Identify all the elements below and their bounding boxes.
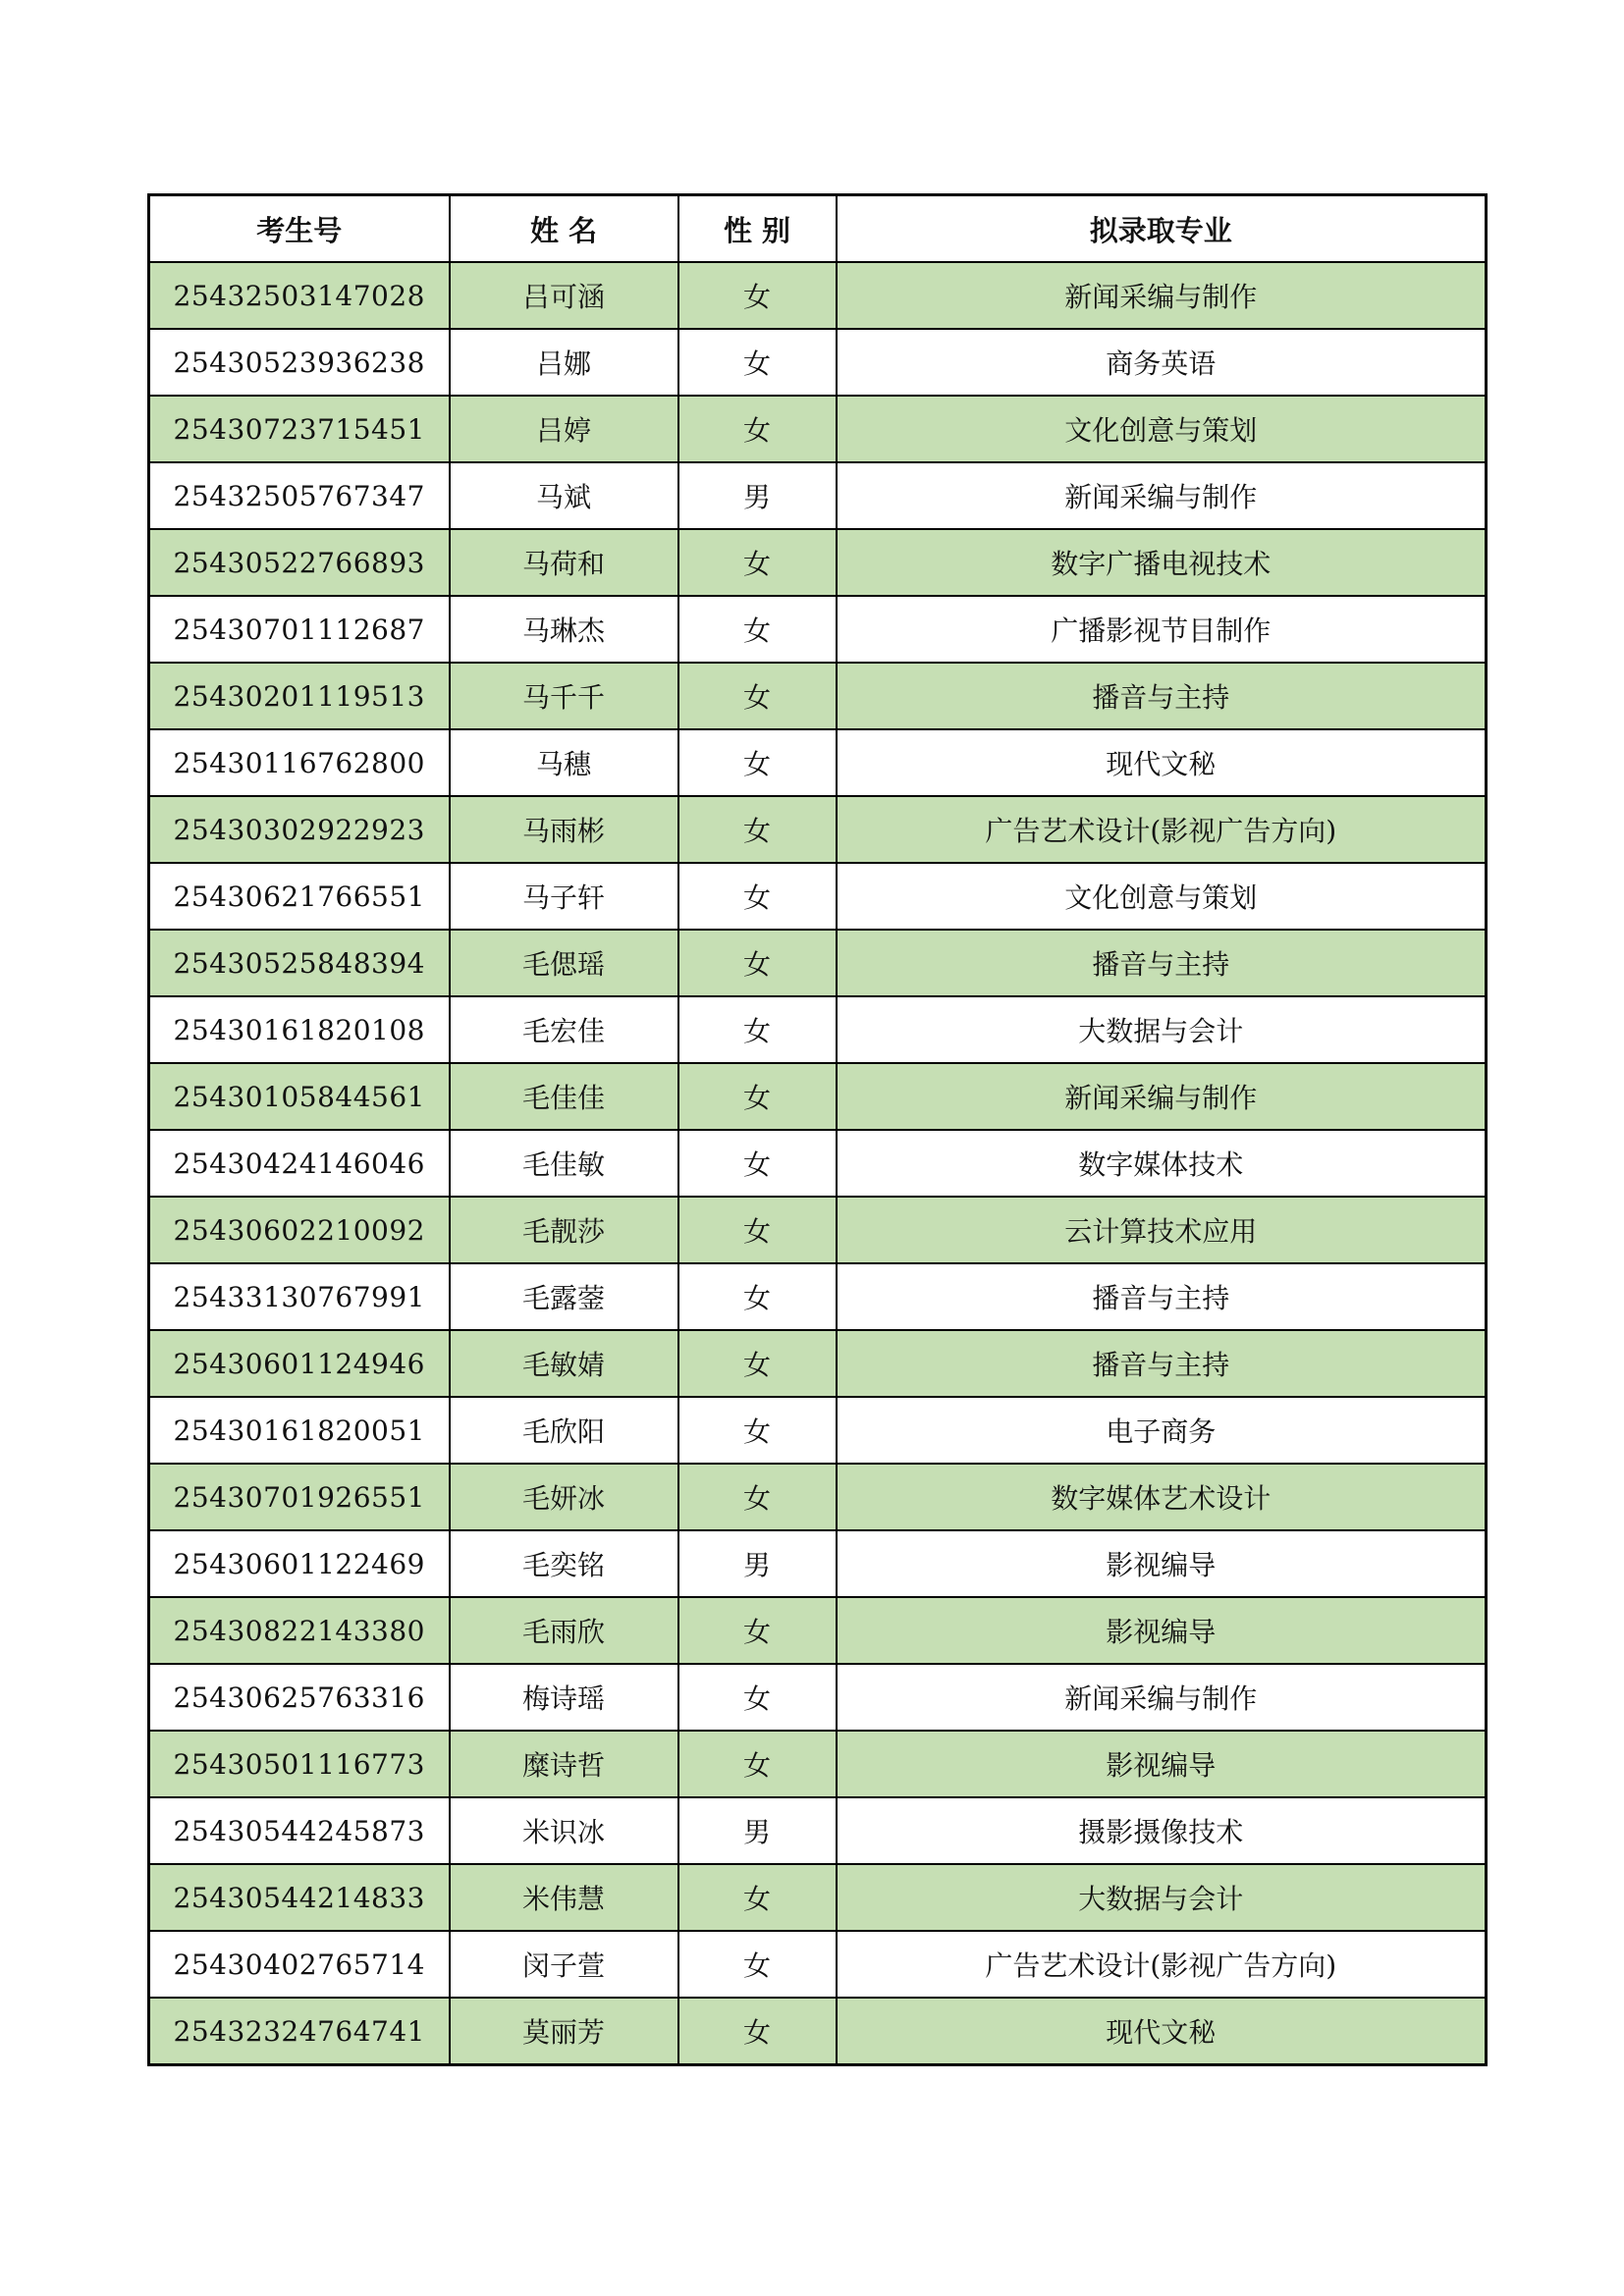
name-cell: 吕娜 (450, 329, 678, 396)
table-row (149, 1864, 1487, 1931)
gender-cell: 女 (678, 796, 837, 863)
major-cell: 播音与主持 (837, 1330, 1487, 1397)
name-cell: 吕婷 (450, 396, 678, 462)
candidate-id-cell: 25430424146046 (149, 1130, 450, 1197)
candidate-id-cell: 25430402765714 (149, 1931, 450, 1998)
candidate-id-cell: 25430621766551 (149, 863, 450, 930)
candidate-id-cell: 25430701926551 (149, 1464, 450, 1530)
major-cell: 广告艺术设计(影视广告方向) (837, 796, 1487, 863)
candidate-id-cell: 25430822143380 (149, 1597, 450, 1664)
gender-cell: 女 (678, 1864, 837, 1931)
major-cell: 新闻采编与制作 (837, 262, 1487, 329)
table-body (149, 262, 1487, 2065)
gender-cell: 女 (678, 996, 837, 1063)
major-cell: 现代文秘 (837, 729, 1487, 796)
header-gender: 性 别 (678, 195, 837, 263)
table-row (149, 329, 1487, 396)
gender-cell: 男 (678, 1797, 837, 1864)
table-row (149, 1397, 1487, 1464)
candidate-id-cell: 25430501116773 (149, 1731, 450, 1797)
gender-cell: 女 (678, 1931, 837, 1998)
table-row (149, 1797, 1487, 1864)
major-cell: 摄影摄像技术 (837, 1797, 1487, 1864)
major-cell: 文化创意与策划 (837, 863, 1487, 930)
name-cell: 毛露蓥 (450, 1263, 678, 1330)
table-row (149, 1931, 1487, 1998)
table-row (149, 996, 1487, 1063)
candidate-id-cell: 25430625763316 (149, 1664, 450, 1731)
table-row (149, 1197, 1487, 1263)
name-cell: 马雨彬 (450, 796, 678, 863)
gender-cell: 男 (678, 1530, 837, 1597)
gender-cell: 女 (678, 930, 837, 996)
candidate-id-cell: 25433130767991 (149, 1263, 450, 1330)
table-row (149, 462, 1487, 529)
gender-cell: 女 (678, 1063, 837, 1130)
major-cell: 影视编导 (837, 1530, 1487, 1597)
name-cell: 毛佳敏 (450, 1130, 678, 1197)
header-candidate-id: 考生号 (149, 195, 450, 263)
gender-cell: 女 (678, 529, 837, 596)
name-cell: 马斌 (450, 462, 678, 529)
candidate-id-cell: 25432324764741 (149, 1998, 450, 2065)
name-cell: 莫丽芳 (450, 1998, 678, 2065)
major-cell: 新闻采编与制作 (837, 1063, 1487, 1130)
gender-cell: 女 (678, 1664, 837, 1731)
major-cell: 大数据与会计 (837, 996, 1487, 1063)
name-cell: 毛宏佳 (450, 996, 678, 1063)
gender-cell: 女 (678, 396, 837, 462)
gender-cell: 女 (678, 1464, 837, 1530)
name-cell: 闵子萱 (450, 1931, 678, 1998)
gender-cell: 女 (678, 1197, 837, 1263)
name-cell: 马穗 (450, 729, 678, 796)
candidate-id-cell: 25430105844561 (149, 1063, 450, 1130)
major-cell: 大数据与会计 (837, 1864, 1487, 1931)
major-cell: 播音与主持 (837, 930, 1487, 996)
candidate-id-cell: 25430201119513 (149, 663, 450, 729)
table-row (149, 1063, 1487, 1130)
major-cell: 文化创意与策划 (837, 396, 1487, 462)
candidate-id-cell: 25430544214833 (149, 1864, 450, 1931)
table-row (149, 529, 1487, 596)
gender-cell: 女 (678, 329, 837, 396)
name-cell: 毛妍冰 (450, 1464, 678, 1530)
table-row (149, 796, 1487, 863)
candidate-id-cell: 25430523936238 (149, 329, 450, 396)
table-row (149, 663, 1487, 729)
gender-cell: 女 (678, 863, 837, 930)
gender-cell: 男 (678, 462, 837, 529)
candidate-id-cell: 25432505767347 (149, 462, 450, 529)
major-cell: 播音与主持 (837, 1263, 1487, 1330)
name-cell: 米识冰 (450, 1797, 678, 1864)
table-row (149, 1130, 1487, 1197)
major-cell: 广播影视节目制作 (837, 596, 1487, 663)
table-row (149, 1330, 1487, 1397)
major-cell: 影视编导 (837, 1597, 1487, 1664)
candidate-id-cell: 25430601124946 (149, 1330, 450, 1397)
table-row (149, 1664, 1487, 1731)
major-cell: 播音与主持 (837, 663, 1487, 729)
major-cell: 现代文秘 (837, 1998, 1487, 2065)
candidate-id-cell: 25430161820108 (149, 996, 450, 1063)
name-cell: 毛佳佳 (450, 1063, 678, 1130)
major-cell: 数字媒体技术 (837, 1130, 1487, 1197)
table-row (149, 596, 1487, 663)
gender-cell: 女 (678, 1998, 837, 2065)
table-row (149, 396, 1487, 462)
major-cell: 数字媒体艺术设计 (837, 1464, 1487, 1530)
name-cell: 毛靓莎 (450, 1197, 678, 1263)
candidate-id-cell: 25430601122469 (149, 1530, 450, 1597)
name-cell: 毛敏婧 (450, 1330, 678, 1397)
gender-cell: 女 (678, 1731, 837, 1797)
gender-cell: 女 (678, 729, 837, 796)
name-cell: 米伟慧 (450, 1864, 678, 1931)
gender-cell: 女 (678, 1397, 837, 1464)
table-row (149, 1464, 1487, 1530)
candidate-id-cell: 25430723715451 (149, 396, 450, 462)
table-row (149, 1263, 1487, 1330)
gender-cell: 女 (678, 1597, 837, 1664)
candidate-id-cell: 25430525848394 (149, 930, 450, 996)
table-row (149, 1530, 1487, 1597)
header-major: 拟录取专业 (837, 195, 1487, 263)
table-row (149, 863, 1487, 930)
table-row (149, 262, 1487, 329)
name-cell: 毛雨欣 (450, 1597, 678, 1664)
gender-cell: 女 (678, 1130, 837, 1197)
name-cell: 马千千 (450, 663, 678, 729)
table-row (149, 1731, 1487, 1797)
name-cell: 毛偲瑶 (450, 930, 678, 996)
candidate-id-cell: 25430602210092 (149, 1197, 450, 1263)
gender-cell: 女 (678, 262, 837, 329)
table-row (149, 1998, 1487, 2065)
candidate-id-cell: 25430302922923 (149, 796, 450, 863)
gender-cell: 女 (678, 663, 837, 729)
name-cell: 梅诗瑶 (450, 1664, 678, 1731)
candidate-id-cell: 25430161820051 (149, 1397, 450, 1464)
candidate-id-cell: 25430116762800 (149, 729, 450, 796)
candidate-id-cell: 25430522766893 (149, 529, 450, 596)
table-header-row (149, 195, 1487, 263)
candidate-id-cell: 25432503147028 (149, 262, 450, 329)
major-cell: 数字广播电视技术 (837, 529, 1487, 596)
major-cell: 电子商务 (837, 1397, 1487, 1464)
major-cell: 云计算技术应用 (837, 1197, 1487, 1263)
major-cell: 新闻采编与制作 (837, 1664, 1487, 1731)
header-name: 姓 名 (450, 195, 678, 263)
name-cell: 马荷和 (450, 529, 678, 596)
name-cell: 毛欣阳 (450, 1397, 678, 1464)
name-cell: 毛奕铭 (450, 1530, 678, 1597)
name-cell: 吕可涵 (450, 262, 678, 329)
major-cell: 商务英语 (837, 329, 1487, 396)
gender-cell: 女 (678, 1263, 837, 1330)
name-cell: 马琳杰 (450, 596, 678, 663)
candidate-id-cell: 25430701112687 (149, 596, 450, 663)
table-row (149, 930, 1487, 996)
gender-cell: 女 (678, 1330, 837, 1397)
admission-table (147, 193, 1488, 2066)
major-cell: 影视编导 (837, 1731, 1487, 1797)
major-cell: 广告艺术设计(影视广告方向) (837, 1931, 1487, 1998)
gender-cell: 女 (678, 596, 837, 663)
table-row (149, 729, 1487, 796)
candidate-id-cell: 25430544245873 (149, 1797, 450, 1864)
table-row (149, 1597, 1487, 1664)
name-cell: 糜诗哲 (450, 1731, 678, 1797)
major-cell: 新闻采编与制作 (837, 462, 1487, 529)
name-cell: 马子轩 (450, 863, 678, 930)
